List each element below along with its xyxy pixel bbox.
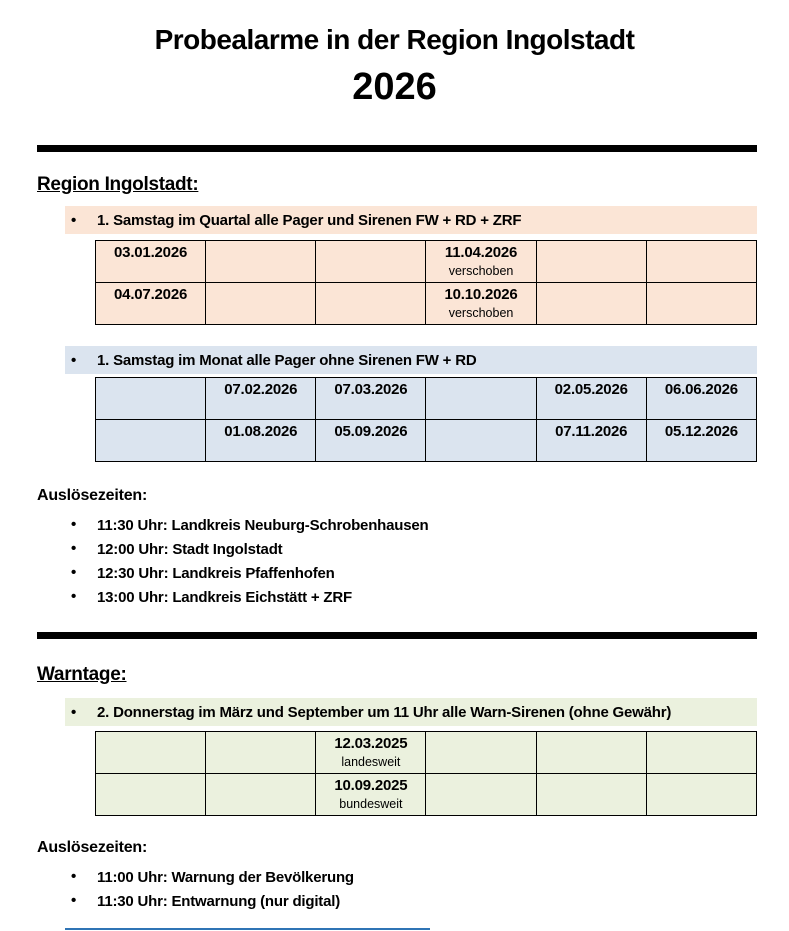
table-cell [316, 774, 426, 816]
list-item [65, 589, 755, 613]
table-cell [646, 283, 756, 325]
list-item [65, 517, 755, 541]
bullet-line-label: 1. Samstag im Monat alle Pager ohne Sirenen FW + RD [97, 351, 477, 369]
cell-date: 06.06.2026 [664, 381, 738, 398]
table-row [96, 283, 757, 325]
table-cell [96, 774, 206, 816]
bullet-line-label: 2. Donnerstag im März und September um 11 Uhr alle Warn-Sirenen (ohne Gewähr) [97, 703, 672, 721]
table-cell [316, 283, 426, 325]
list-item-text: 12:00 Uhr: Stadt Ingolstadt [97, 541, 283, 558]
table-cell [96, 732, 206, 774]
table-cell [426, 378, 536, 420]
table-cell [536, 774, 646, 816]
table-cell [96, 241, 206, 283]
list-item [65, 541, 755, 565]
table-cell [536, 283, 646, 325]
table-cell [206, 378, 316, 420]
bullet-icon: • [71, 868, 77, 885]
cell-note: landesweit [341, 755, 401, 769]
table-cell [96, 283, 206, 325]
table-cell [646, 420, 756, 462]
table-row [96, 732, 757, 774]
page-bottom-blue-line [65, 928, 430, 930]
table-cell [646, 732, 756, 774]
bullet-line-sirenen [65, 698, 757, 726]
cell-date: 05.09.2026 [334, 423, 408, 440]
cell-date: 03.01.2026 [114, 244, 188, 261]
cell-date: 07.03.2026 [334, 381, 408, 398]
table-cell [206, 241, 316, 283]
table-cell [536, 420, 646, 462]
times-heading-region: Auslösezeiten: [37, 487, 148, 504]
bullet-icon: • [71, 564, 77, 581]
times-list-warntage [65, 869, 755, 917]
table-cell [206, 774, 316, 816]
cell-date: 10.10.2026 [444, 286, 518, 303]
table-row [96, 241, 757, 283]
cell-date: 07.11.2026 [555, 423, 628, 440]
table-cell [426, 241, 536, 283]
table-monat [95, 377, 757, 462]
times-list-region [65, 517, 755, 613]
bullet-icon: • [71, 540, 77, 557]
times-heading-warntage: Auslösezeiten: [37, 839, 148, 856]
bullet-icon: • [71, 516, 77, 533]
table-cell [96, 420, 206, 462]
table-row [96, 420, 757, 462]
table-cell [536, 732, 646, 774]
table-cell [646, 241, 756, 283]
list-item [65, 869, 755, 893]
cell-date: 11.04.2026 [444, 244, 518, 261]
table-quartal [95, 240, 757, 325]
bullet-icon: • [71, 892, 77, 909]
list-item [65, 565, 755, 589]
table-cell [536, 241, 646, 283]
thick-divider-middle [37, 632, 757, 639]
cell-date: 10.09.2025 [334, 777, 408, 794]
list-item [65, 893, 755, 917]
cell-note: verschoben [448, 306, 514, 320]
cell-date: 12.03.2025 [334, 735, 408, 752]
table-sirenen [95, 731, 757, 816]
cell-note: bundesweit [339, 797, 403, 811]
cell-note: verschoben [448, 264, 514, 278]
bullet-line-quartal [65, 206, 757, 234]
table-cell [316, 732, 426, 774]
table-cell [96, 378, 206, 420]
bullet-line-monat [65, 346, 757, 374]
table-cell [206, 283, 316, 325]
bullet-icon: • [71, 703, 77, 721]
section-heading-region: Region Ingolstadt: [37, 174, 199, 195]
table-cell [206, 420, 316, 462]
list-item-text: 11:00 Uhr: Warnung der Bevölkerung [97, 869, 354, 886]
table-cell [316, 241, 426, 283]
table-row [96, 774, 757, 816]
table-cell [426, 732, 536, 774]
cell-date: 05.12.2026 [664, 423, 738, 440]
list-item-text: 12:30 Uhr: Landkreis Pfaffenhofen [97, 565, 335, 582]
table-cell [206, 732, 316, 774]
list-item-text: 11:30 Uhr: Entwarnung (nur digital) [97, 893, 341, 910]
cell-date: 01.08.2026 [224, 423, 298, 440]
table-cell [536, 378, 646, 420]
table-cell [426, 283, 536, 325]
bullet-line-label: 1. Samstag im Quartal alle Pager und Sirenen FW + RD + ZRF [97, 211, 522, 229]
table-cell [316, 420, 426, 462]
document-year: 2026 [352, 66, 437, 108]
bullet-icon: • [71, 351, 77, 369]
table-cell [646, 774, 756, 816]
cell-date: 07.02.2026 [224, 381, 298, 398]
list-item-text: 11:30 Uhr: Landkreis Neuburg-Schrobenhausen [97, 517, 429, 534]
cell-date: 02.05.2026 [554, 381, 628, 398]
table-cell [646, 378, 756, 420]
table-row [96, 378, 757, 420]
document-title: Probealarme in der Region Ingolstadt [154, 24, 635, 55]
section-heading-warntage: Warntage: [37, 664, 127, 685]
bullet-icon: • [71, 588, 77, 605]
bullet-icon: • [71, 211, 77, 229]
table-cell [426, 420, 536, 462]
thick-divider-top [37, 145, 757, 152]
table-cell [426, 774, 536, 816]
table-cell [316, 378, 426, 420]
list-item-text: 13:00 Uhr: Landkreis Eichstätt + ZRF [97, 589, 352, 606]
cell-date: 04.07.2026 [114, 286, 188, 303]
